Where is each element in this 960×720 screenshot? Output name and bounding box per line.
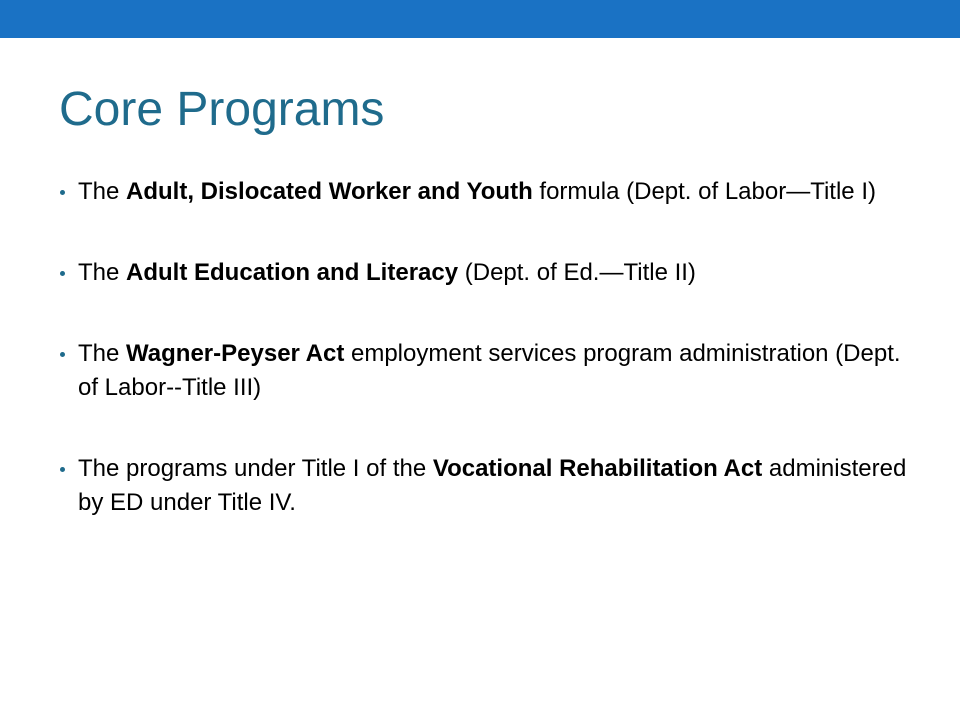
bullet-dot-icon	[60, 467, 65, 472]
bullet-item-wagner-peyser	[60, 337, 920, 405]
bullet-dot-icon	[60, 190, 65, 195]
top-accent-bar	[0, 0, 960, 38]
bullet-text-pre: The	[78, 178, 127, 205]
bullet-text-post: administered by ED under Title IV.	[78, 455, 907, 516]
bullet-text-post: (Dept. of Ed.—Title II)	[458, 259, 696, 286]
bullet-text-bold: Vocational Rehabilitation Act	[432, 455, 763, 482]
bullet-text-post: employment services program administration (Dept. of Labor--Title III)	[78, 340, 901, 401]
bullet-item-adult-dislocated-youth	[60, 175, 920, 209]
bullet-dot-icon	[60, 271, 65, 276]
bullet-text-bold: Wagner-Peyser Act	[126, 340, 345, 367]
bullet-text-pre: The programs under Title I of the	[78, 455, 433, 482]
bullet-item-adult-education	[60, 256, 920, 290]
bullet-text-pre: The	[78, 259, 127, 286]
bullet-text-post: formula (Dept. of Labor—Title I)	[532, 178, 876, 205]
bullet-text-pre: The	[78, 340, 127, 367]
bullet-text-bold: Adult Education and Literacy	[126, 259, 459, 286]
bullet-text-bold: Adult, Dislocated Worker and Youth	[126, 178, 533, 205]
slide-title: Core Programs	[59, 83, 385, 136]
bullet-dot-icon	[60, 352, 65, 357]
bullet-list	[60, 175, 920, 520]
bullet-item-vocational-rehabilitation	[60, 452, 920, 520]
